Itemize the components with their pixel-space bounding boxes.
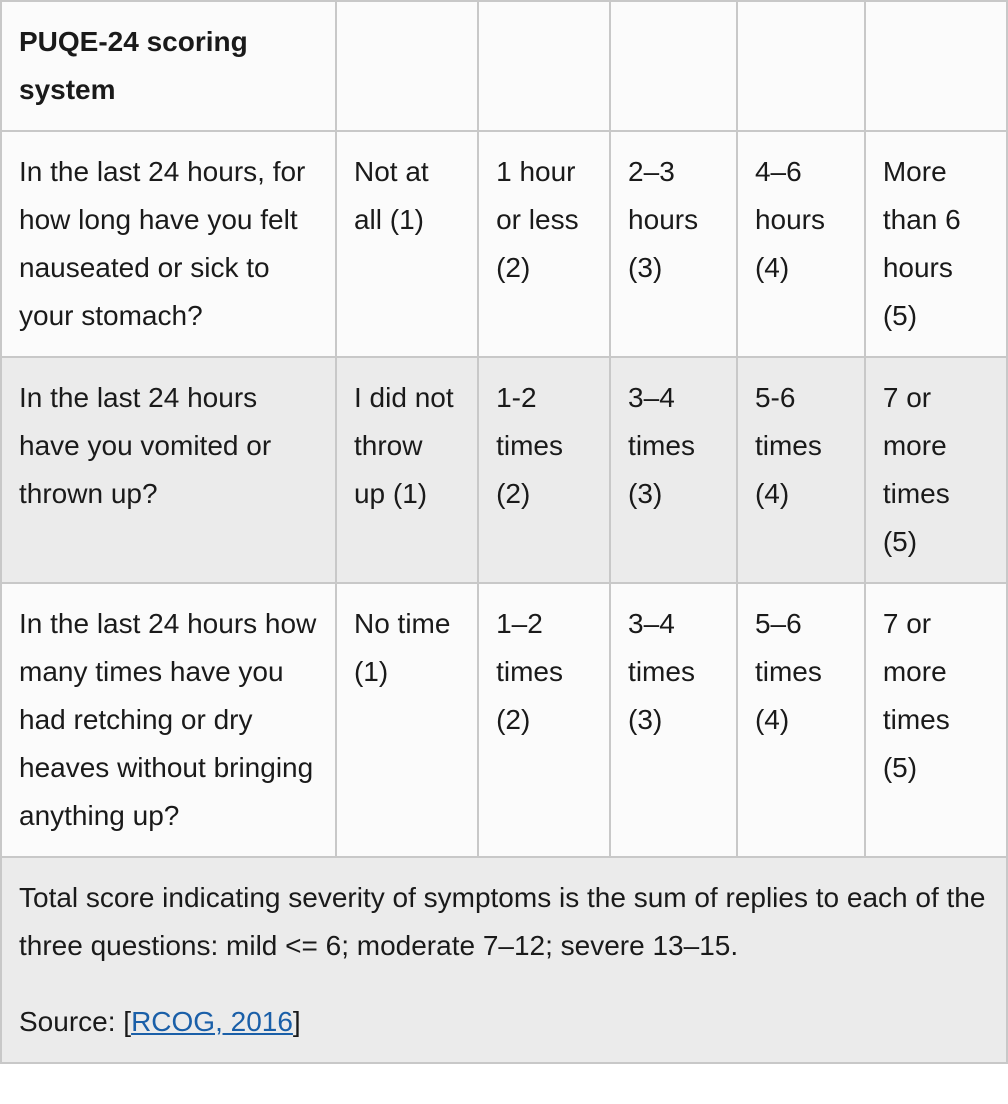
option-cell: 5–6 times (4) [737,583,865,857]
option-cell: Not at all (1) [336,131,478,357]
option-cell: 4–6 hours (4) [737,131,865,357]
empty-header-cell [610,1,737,131]
option-cell: 5-6 times (4) [737,357,865,583]
option-cell: 3–4 times (3) [610,583,737,857]
table-title: PUQE-24 scoring system [1,1,336,131]
option-cell: 2–3 hours (3) [610,131,737,357]
option-cell: 1–2 times (2) [478,583,610,857]
question-cell: In the last 24 hours have you vomited or thrown up? [1,357,336,583]
empty-header-cell [737,1,865,131]
option-cell: 3–4 times (3) [610,357,737,583]
source-suffix: ] [292,1006,301,1037]
option-cell: 1-2 times (2) [478,357,610,583]
option-cell: 1 hour or less (2) [478,131,610,357]
empty-header-cell [865,1,1007,131]
empty-header-cell [478,1,610,131]
table-footer-row [1,857,1007,1063]
empty-header-cell [336,1,478,131]
option-cell: More than 6 hours (5) [865,131,1007,357]
rcog-reference-link[interactable]: RCOG, 2016 [131,1006,293,1037]
question-cell: In the last 24 hours how many times have you had retching or dry heaves without bringing anything up? [1,583,336,857]
table-row-vomiting [1,357,1007,583]
source-line [19,998,990,1046]
option-cell: 7 or more times (5) [865,583,1007,857]
option-cell: 7 or more times (5) [865,357,1007,583]
footer-cell [1,857,1007,1063]
option-cell: No time (1) [336,583,478,857]
source-prefix: Source: [ [19,1006,132,1037]
question-cell: In the last 24 hours, for how long have you felt nauseated or sick to your stomach? [1,131,336,357]
table-row-nausea [1,131,1007,357]
option-cell: I did not throw up (1) [336,357,478,583]
score-note: Total score indicating severity of symptoms is the sum of replies to each of the three questions: mild <= 6; moderate 7–12; severe 13–15. [19,882,986,961]
table-header-row [1,1,1007,131]
table-row-retching [1,583,1007,857]
